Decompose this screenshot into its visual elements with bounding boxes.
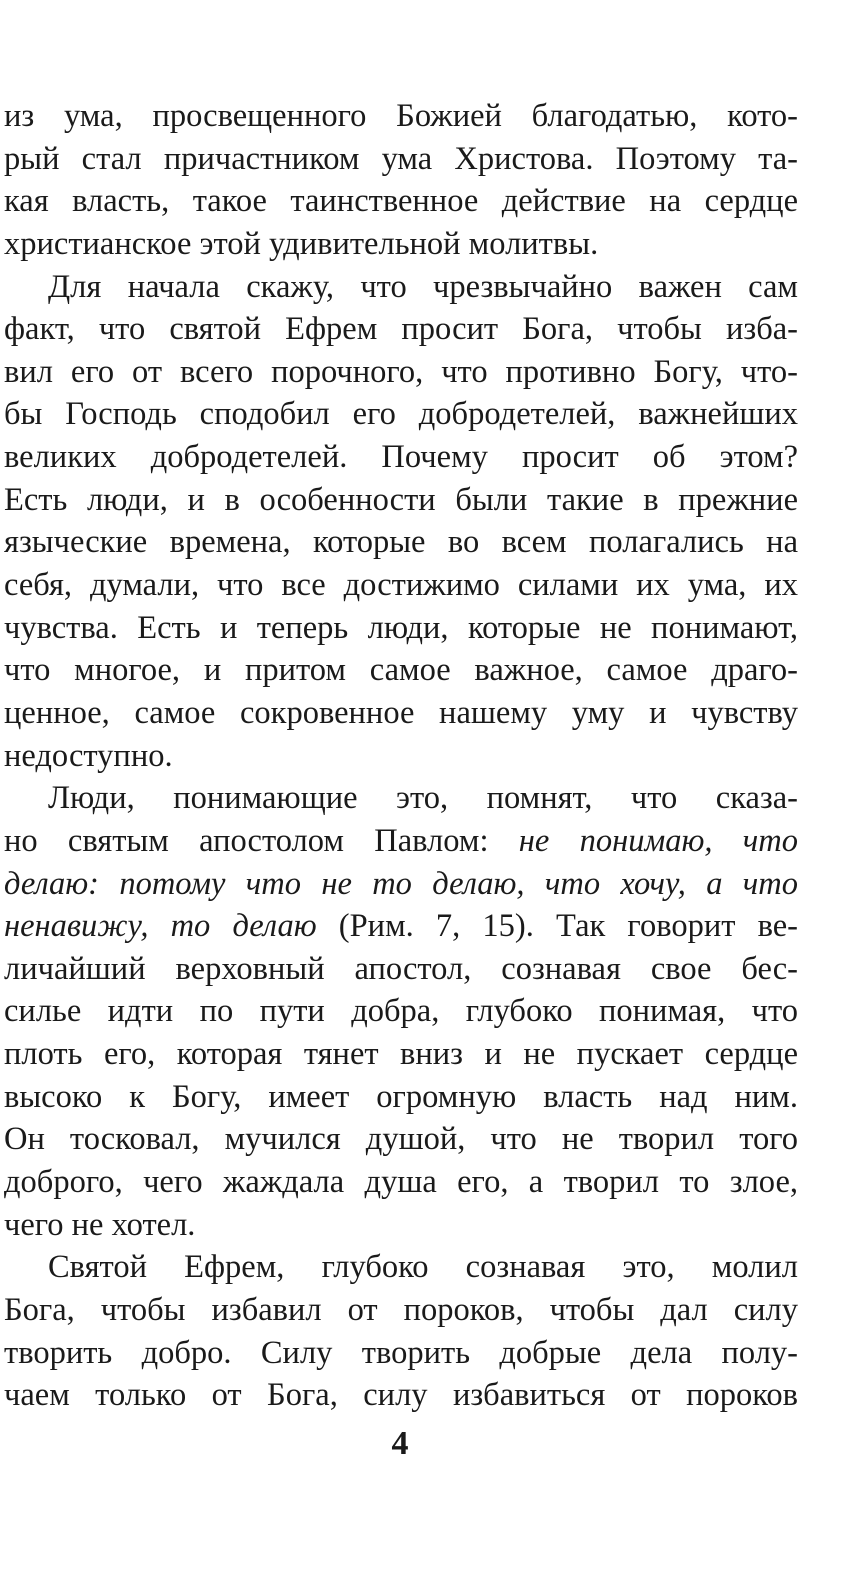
bible-quote: не понимаю, что — [518, 822, 798, 859]
text-line: чаем только от Бога, силу избавиться от пороков — [4, 1377, 798, 1414]
text-line: недоступно. — [4, 737, 173, 774]
text-line: ценное, самое сокровенное нашему уму и чувству — [4, 694, 798, 731]
text-line: кая власть, такое таинственное действие на сердце — [4, 183, 798, 220]
paragraph-2 — [4, 266, 798, 778]
bible-quote: ненавижу, то делаю — [4, 908, 317, 945]
text-line: Для начала скажу, что чрезвычайно важен сам — [48, 268, 798, 305]
body-text — [4, 95, 798, 1417]
text-line: христианское этой удивительной молитвы. — [4, 225, 599, 262]
text-line: языческие времена, которые во всем полагались на — [4, 524, 798, 561]
paragraph-3 — [4, 777, 798, 1246]
text-run: но святым апостолом Павлом: — [4, 822, 519, 859]
text-line: силье идти по пути добра, глубоко понимая, что — [4, 993, 798, 1030]
text-line: чувства. Есть и теперь люди, которые не понимают, — [4, 609, 798, 646]
text-line: Святой Ефрем, глубоко сознавая это, молил — [48, 1249, 798, 1286]
page-number: 4 — [391, 1425, 409, 1462]
text-line: Бога, чтобы избавил от пороков, чтобы дал силу — [4, 1291, 798, 1328]
text-line: доброго, чего жаждала душа его, а творил то злое, — [4, 1164, 798, 1201]
text-line: великих добродетелей. Почему просит об этом? — [4, 439, 798, 476]
paragraph-4 — [4, 1246, 798, 1417]
text-line: факт, что святой Ефрем просит Бога, чтобы изба- — [4, 311, 798, 348]
text-line — [4, 820, 798, 863]
text-line: творить добро. Силу творить добрые дела полу- — [4, 1334, 798, 1371]
bible-quote: делаю: потому что не то делаю, что хочу, а что — [4, 865, 798, 902]
text-line: личайший верховный апостол, сознавая свое бес- — [4, 950, 798, 987]
text-line: Люди, понимающие это, помнят, что сказа- — [48, 780, 798, 817]
text-line: чего не хотел. — [4, 1206, 196, 1243]
text-line: Есть люди, и в особенности были такие в прежние — [4, 481, 798, 518]
text-line: себя, думали, что все достижимо силами их ума, их — [4, 567, 798, 604]
text-line — [4, 905, 798, 948]
text-line: вил его от всего порочного, что противно Богу, что- — [4, 353, 798, 390]
text-line: что многое, и притом самое важное, самое драго- — [4, 652, 798, 689]
text-line: рый стал причастником ума Христова. Поэтому та- — [4, 140, 798, 177]
paragraph-1 — [4, 95, 798, 266]
text-line: из ума, просвещенного Божией благодатью, кото- — [4, 98, 798, 134]
text-line: высоко к Богу, имеет огромную власть над ним. — [4, 1078, 798, 1115]
text-line: Он тосковал, мучился душой, что не творил того — [4, 1121, 798, 1158]
text-run: (Рим. 7, 15). Так говорит ве- — [316, 908, 798, 945]
text-line: бы Господь сподобил его добродетелей, важнейших — [4, 396, 798, 433]
text-line: плоть его, которая тянет вниз и не пускает сердце — [4, 1036, 798, 1073]
